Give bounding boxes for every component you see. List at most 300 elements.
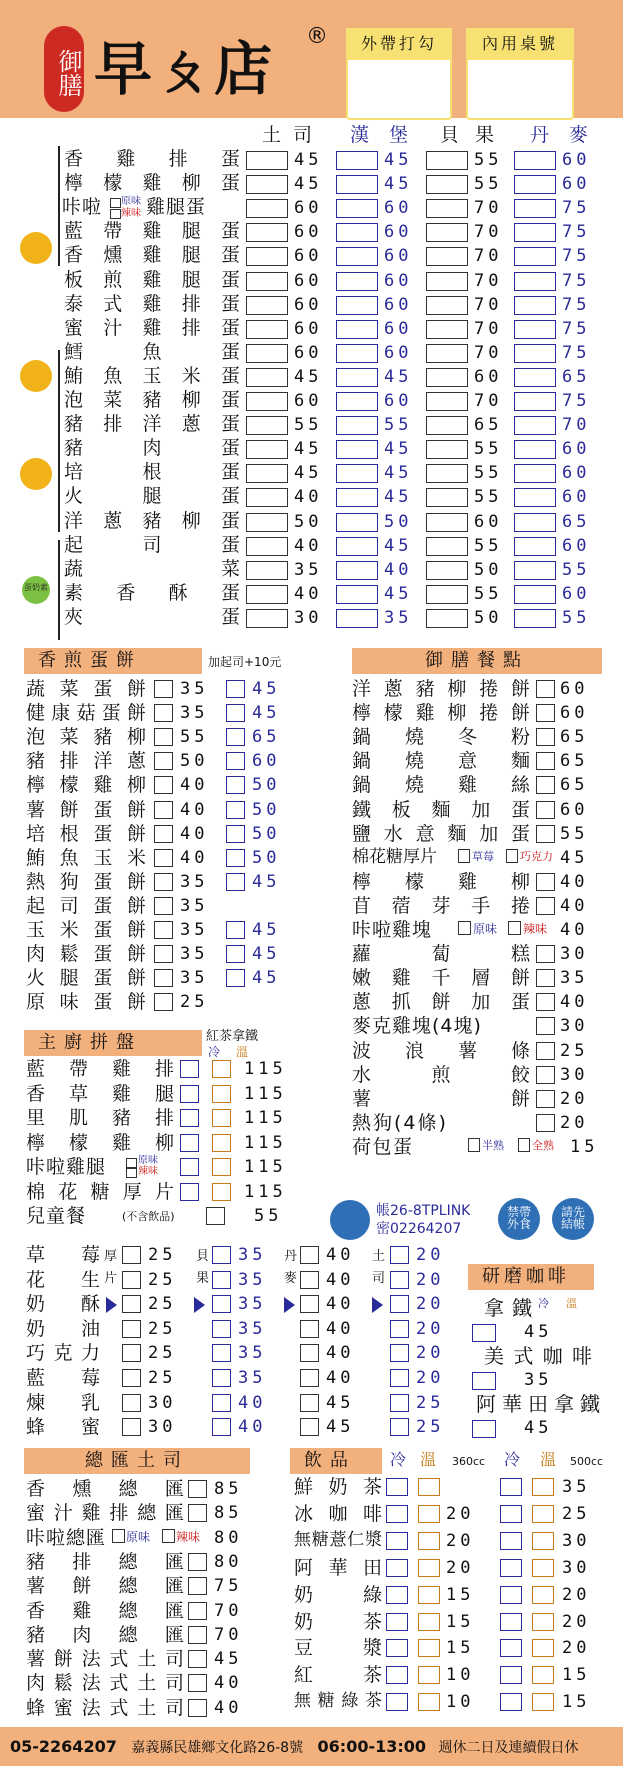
price-box[interactable] (246, 199, 288, 218)
item-name (64, 316, 240, 339)
price-box[interactable] (514, 175, 556, 194)
drink-warm-box[interactable] (532, 1478, 554, 1496)
spread-box[interactable] (390, 1320, 409, 1338)
price-box[interactable] (514, 199, 556, 218)
opt-spicy[interactable] (110, 209, 121, 219)
char: 腿 (142, 485, 162, 508)
price-box[interactable] (246, 537, 288, 556)
toast-box[interactable] (188, 1577, 207, 1595)
spread-box[interactable] (122, 1344, 141, 1362)
opt-spicy[interactable] (162, 1529, 175, 1543)
section-title-coffee: 研磨咖啡 (468, 1264, 594, 1290)
eggcake-box[interactable] (226, 849, 245, 867)
platter-name (26, 1180, 174, 1203)
char: 冰 (294, 1502, 314, 1525)
spread-box[interactable] (300, 1418, 319, 1436)
drink-cold-box[interactable] (500, 1666, 522, 1684)
price-box[interactable] (246, 585, 288, 604)
price-box[interactable] (336, 368, 378, 387)
drink-warm-box[interactable] (418, 1586, 440, 1604)
price-box[interactable] (426, 272, 468, 291)
coffee-box[interactable] (472, 1324, 496, 1342)
dinein-card[interactable] (466, 28, 574, 120)
price-box[interactable] (336, 488, 378, 507)
price-box[interactable] (336, 585, 378, 604)
item-name (64, 150, 240, 169)
char: 排 (59, 750, 79, 773)
price-box[interactable] (426, 247, 468, 266)
eggcake-box[interactable] (226, 945, 245, 963)
price-box[interactable] (514, 609, 556, 628)
spread-box[interactable] (390, 1394, 409, 1412)
spread-box[interactable] (390, 1418, 409, 1436)
price-box[interactable] (246, 488, 288, 507)
char: 蔔 (431, 943, 451, 966)
eggcake-box[interactable] (226, 728, 245, 746)
opt-full[interactable] (518, 1138, 530, 1152)
price-box[interactable] (336, 151, 378, 170)
char: 手 (471, 894, 491, 917)
spread-label: 厚片 (104, 1249, 118, 1286)
eggcake-box[interactable] (154, 849, 173, 867)
price-box[interactable] (514, 585, 556, 604)
snack-box[interactable] (536, 1114, 555, 1132)
char: 蛋 (220, 509, 240, 532)
price-box[interactable] (514, 247, 556, 266)
price-box[interactable] (336, 464, 378, 483)
drink-cold-box[interactable] (500, 1532, 522, 1550)
snack-box[interactable] (536, 680, 555, 698)
drink-warm-box[interactable] (532, 1586, 554, 1604)
price-box[interactable] (426, 223, 468, 242)
char: 薯 (26, 1575, 46, 1598)
price-box[interactable] (426, 561, 468, 580)
price-box[interactable] (426, 416, 468, 435)
char: 土 (137, 1672, 157, 1695)
price-box[interactable] (336, 247, 378, 266)
drink-warm-box[interactable] (418, 1478, 440, 1496)
snack-name (352, 969, 530, 988)
platter-cold-box[interactable] (180, 1158, 199, 1176)
section-title-platter: 主廚拼盤 (24, 1030, 202, 1056)
drink-cold-box[interactable] (500, 1586, 522, 1604)
snack-box[interactable] (536, 801, 555, 819)
price: 35 (180, 895, 209, 916)
toast-box[interactable] (188, 1602, 207, 1620)
price-box[interactable] (514, 320, 556, 339)
price-box[interactable] (514, 561, 556, 580)
platter-warm-box[interactable] (212, 1183, 231, 1201)
price-box[interactable] (514, 440, 556, 459)
spread-box[interactable] (122, 1418, 141, 1436)
drink-cold-box[interactable] (386, 1693, 408, 1711)
price: 45 (214, 1649, 243, 1670)
spread-box[interactable] (212, 1320, 231, 1338)
char: 蛋 (220, 485, 240, 508)
price-box[interactable] (426, 488, 468, 507)
toast-box[interactable] (188, 1626, 207, 1644)
char: 玉 (93, 846, 113, 869)
price: 55 (474, 463, 503, 484)
char: 鐵 (580, 1392, 600, 1416)
price-box[interactable] (336, 344, 378, 363)
top-divider (58, 400, 60, 532)
price-box[interactable] (514, 464, 556, 483)
char: 薯 (457, 1039, 477, 1062)
spread-box[interactable] (212, 1344, 231, 1362)
price-box[interactable] (246, 296, 288, 315)
item-name (64, 174, 240, 193)
warm-label: 溫 (236, 1045, 249, 1059)
price-box[interactable] (426, 368, 468, 387)
char: 花 (26, 1268, 46, 1291)
drink-warm-box[interactable] (418, 1666, 440, 1684)
spread-box[interactable] (122, 1271, 141, 1289)
drink-cold-box[interactable] (500, 1478, 522, 1496)
opt-label: 辣味 (121, 208, 141, 220)
drink-warm-box[interactable] (418, 1532, 440, 1550)
drink-warm-box[interactable] (532, 1666, 554, 1684)
price-box[interactable] (426, 199, 468, 218)
price: 60 (384, 270, 413, 291)
price: 35 (238, 1269, 267, 1290)
drink-cold-box[interactable] (386, 1532, 408, 1550)
price-box[interactable] (246, 223, 288, 242)
toast-name: 咔啦總匯 (26, 1526, 107, 1549)
char: 餅 (53, 1648, 73, 1671)
price-box[interactable] (426, 175, 468, 194)
char: 粉 (510, 726, 530, 749)
price: 45 (252, 968, 281, 989)
drink-warm-box[interactable] (418, 1505, 440, 1523)
price: 75 (562, 222, 591, 243)
price-box[interactable] (246, 344, 288, 363)
price-box[interactable] (426, 609, 468, 628)
item-name (64, 268, 240, 291)
eggcake-box[interactable] (154, 897, 173, 915)
eggcake-box[interactable] (154, 993, 173, 1011)
snack-box[interactable] (536, 776, 555, 794)
eggcake-box[interactable] (154, 921, 173, 939)
price-box[interactable] (336, 537, 378, 556)
price: 70 (474, 198, 503, 219)
opt-label: 草莓 (472, 849, 494, 863)
price-box[interactable] (336, 272, 378, 291)
platter-warm-box[interactable] (212, 1134, 231, 1152)
char: 腿 (59, 967, 79, 990)
price-box[interactable] (514, 488, 556, 507)
price: 75 (562, 342, 591, 363)
toast-box[interactable] (188, 1504, 207, 1522)
price: 35 (560, 968, 589, 989)
spread-box[interactable] (122, 1369, 141, 1387)
snack-box[interactable] (536, 752, 555, 770)
price-box[interactable] (514, 296, 556, 315)
toast-box[interactable] (188, 1480, 207, 1498)
spread-box[interactable] (300, 1320, 319, 1338)
char: 仁 (347, 1529, 365, 1550)
snack-box[interactable] (536, 1042, 555, 1060)
price-box[interactable] (246, 392, 288, 411)
spread-box[interactable] (300, 1369, 319, 1387)
drink-cold-box[interactable] (500, 1693, 522, 1711)
eggcake-box[interactable] (226, 969, 245, 987)
char: 蔥 (103, 509, 123, 532)
eggcake-box[interactable] (154, 825, 173, 843)
opt-original[interactable] (110, 198, 121, 208)
price-box[interactable] (426, 320, 468, 339)
price-box[interactable] (426, 392, 468, 411)
char: 肉 (26, 943, 46, 966)
opt-chocolate[interactable] (506, 849, 518, 863)
price-box[interactable] (426, 585, 468, 604)
price: 55 (474, 487, 503, 508)
price-box[interactable] (246, 247, 288, 266)
snack-box[interactable] (536, 873, 555, 891)
platter-warm-box[interactable] (212, 1085, 231, 1103)
drink-warm-box[interactable] (532, 1559, 554, 1577)
price-box[interactable] (246, 609, 288, 628)
price: 60 (294, 222, 323, 243)
price: 45 (524, 1418, 553, 1438)
spread-box[interactable] (122, 1295, 141, 1313)
char: 奶 (26, 1317, 46, 1340)
eggcake-box[interactable] (226, 704, 245, 722)
char: 檸 (26, 1131, 46, 1154)
spread-name (26, 1268, 100, 1291)
eggcake-box[interactable] (226, 825, 245, 843)
kids-box[interactable] (206, 1207, 225, 1225)
spread-box[interactable] (212, 1369, 231, 1387)
spread-box[interactable] (300, 1295, 319, 1313)
char: 條 (510, 1039, 530, 1062)
price-box[interactable] (246, 561, 288, 580)
toast-box[interactable] (188, 1553, 207, 1571)
coffee-box[interactable] (472, 1372, 496, 1390)
price-box[interactable] (336, 609, 378, 628)
price-box[interactable] (246, 320, 288, 339)
spread-box[interactable] (390, 1271, 409, 1289)
platter-cold-box[interactable] (180, 1109, 199, 1127)
drink-cold-box[interactable] (386, 1559, 408, 1577)
coffee-name (476, 1394, 600, 1414)
drink-cold-box[interactable] (386, 1586, 408, 1604)
price-box[interactable] (246, 368, 288, 387)
drink-warm-box[interactable] (532, 1613, 554, 1631)
snack-box[interactable] (536, 969, 555, 987)
price-box[interactable] (426, 151, 468, 170)
platter-cold-box[interactable] (180, 1060, 199, 1078)
snack-box[interactable] (536, 993, 555, 1011)
char: 餅 (126, 919, 146, 941)
drink-warm-box[interactable] (532, 1639, 554, 1657)
price-box[interactable] (426, 513, 468, 532)
price-box[interactable] (426, 537, 468, 556)
price-box[interactable] (514, 537, 556, 556)
spread-box[interactable] (300, 1344, 319, 1362)
eggcake-box[interactable] (154, 776, 173, 794)
drink-cold-box[interactable] (386, 1666, 408, 1684)
spread-box[interactable] (390, 1369, 409, 1387)
eggcake-box[interactable] (154, 704, 173, 722)
price-box[interactable] (426, 440, 468, 459)
price-box[interactable] (246, 464, 288, 483)
spread-box[interactable] (212, 1394, 231, 1412)
coffee-box[interactable] (472, 1420, 496, 1438)
spread-name (26, 1344, 100, 1363)
price: 25 (148, 1294, 177, 1315)
eggcake-box[interactable] (154, 969, 173, 987)
char: 起 (64, 533, 84, 556)
opt-spicy[interactable] (508, 921, 521, 935)
price-box[interactable] (426, 464, 468, 483)
price-box[interactable] (336, 175, 378, 194)
char: 檬 (103, 172, 123, 195)
price-box[interactable] (514, 513, 556, 532)
opt-half[interactable] (468, 1138, 480, 1152)
toast-box[interactable] (188, 1674, 207, 1692)
price-box[interactable] (514, 223, 556, 242)
price: 65 (560, 751, 589, 772)
price-box[interactable] (246, 440, 288, 459)
eggcake-box[interactable] (226, 873, 245, 891)
price-box[interactable] (246, 175, 288, 194)
price-box[interactable] (336, 296, 378, 315)
price-box[interactable] (514, 272, 556, 291)
drink-warm-box[interactable] (532, 1693, 554, 1711)
spread-box[interactable] (212, 1246, 231, 1264)
warm-label: 溫 (566, 1297, 577, 1310)
opt-original[interactable] (126, 1158, 137, 1168)
spread-box[interactable] (390, 1344, 409, 1362)
eggcake-box[interactable] (226, 752, 245, 770)
spread-box[interactable] (212, 1418, 231, 1436)
drink-warm-box[interactable] (418, 1639, 440, 1657)
takeout-card[interactable] (346, 28, 452, 120)
price-box[interactable] (514, 392, 556, 411)
drink-cold-box[interactable] (500, 1639, 522, 1657)
snack-box[interactable] (536, 704, 555, 722)
drink-warm-box[interactable] (532, 1505, 554, 1523)
price-box[interactable] (336, 199, 378, 218)
opt-original[interactable] (112, 1529, 125, 1543)
price-box[interactable] (336, 440, 378, 459)
price-box[interactable] (246, 513, 288, 532)
spread-box[interactable] (300, 1394, 319, 1412)
drink-cold-box[interactable] (386, 1613, 408, 1631)
eggcake-name (26, 776, 146, 795)
platter-warm-box[interactable] (212, 1158, 231, 1176)
eggcake-box[interactable] (226, 776, 245, 794)
spread-box[interactable] (390, 1295, 409, 1313)
price-box[interactable] (426, 344, 468, 363)
toast-box[interactable] (188, 1699, 207, 1717)
snack-box[interactable] (536, 728, 555, 746)
price-box[interactable] (246, 151, 288, 170)
snack-box[interactable] (536, 1017, 555, 1035)
char: 麵 (510, 750, 530, 773)
snack-box[interactable] (536, 897, 555, 915)
platter-cold-box[interactable] (180, 1183, 199, 1201)
platter-cold-box[interactable] (180, 1134, 199, 1152)
price-box[interactable] (246, 272, 288, 291)
drink-cold-box[interactable] (386, 1505, 408, 1523)
platter-cold-box[interactable] (180, 1085, 199, 1103)
platter-warm-box[interactable] (212, 1060, 231, 1078)
drink-cold-box[interactable] (500, 1505, 522, 1523)
price-box[interactable] (336, 416, 378, 435)
drink-cold-box[interactable] (386, 1639, 408, 1657)
price: 65 (474, 415, 503, 436)
spread-box[interactable] (122, 1246, 141, 1264)
spread-box[interactable] (122, 1320, 141, 1338)
price-box[interactable] (514, 416, 556, 435)
eggcake-box[interactable] (154, 752, 173, 770)
price-box[interactable] (336, 513, 378, 532)
eggcake-box[interactable] (226, 680, 245, 698)
price-box[interactable] (514, 344, 556, 363)
char: 加 (471, 798, 491, 821)
price-box[interactable] (336, 561, 378, 580)
drink-cold-box[interactable] (500, 1613, 522, 1631)
snack-box[interactable] (536, 1090, 555, 1108)
snack-box[interactable] (536, 1066, 555, 1084)
eggcake-box[interactable] (226, 921, 245, 939)
price-box[interactable] (426, 296, 468, 315)
drink-warm-box[interactable] (418, 1613, 440, 1631)
price-box[interactable] (336, 223, 378, 242)
price-box[interactable] (514, 151, 556, 170)
eggcake-box[interactable] (154, 728, 173, 746)
eggcake-box[interactable] (154, 945, 173, 963)
price-box[interactable] (336, 320, 378, 339)
spread-box[interactable] (122, 1394, 141, 1412)
spread-box[interactable] (212, 1295, 231, 1313)
opt-spicy[interactable] (126, 1168, 137, 1178)
eggcake-box[interactable] (154, 801, 173, 819)
char: 阿 (294, 1556, 314, 1579)
price: 15 (562, 1665, 591, 1686)
drink-warm-box[interactable] (418, 1559, 440, 1577)
price: 60 (562, 174, 591, 195)
price-box[interactable] (514, 368, 556, 387)
price-box[interactable] (246, 416, 288, 435)
char: 匯 (164, 1478, 184, 1500)
toast-box[interactable] (188, 1650, 207, 1668)
drink-cold-box[interactable] (500, 1559, 522, 1577)
opt-strawberry[interactable] (458, 849, 470, 863)
eggcake-box[interactable] (154, 680, 173, 698)
price-box[interactable] (336, 392, 378, 411)
spread-box[interactable] (300, 1246, 319, 1264)
snack-box[interactable] (536, 945, 555, 963)
drink-warm-box[interactable] (532, 1532, 554, 1550)
eggcake-box[interactable] (226, 801, 245, 819)
spread-box[interactable] (212, 1271, 231, 1289)
spread-box[interactable] (390, 1246, 409, 1264)
platter-warm-box[interactable] (212, 1109, 231, 1127)
spread-box[interactable] (300, 1271, 319, 1289)
snack-box[interactable] (536, 825, 555, 843)
price: 20 (416, 1245, 445, 1265)
footer-address: 嘉義縣民雄鄉文化路26-8號 (131, 1740, 304, 1756)
drink-warm-box[interactable] (418, 1693, 440, 1711)
drink-name (294, 1639, 382, 1658)
opt-original[interactable] (458, 921, 471, 935)
eggcake-box[interactable] (154, 873, 173, 891)
drink-cold-box[interactable] (386, 1478, 408, 1496)
price: 60 (384, 342, 413, 363)
